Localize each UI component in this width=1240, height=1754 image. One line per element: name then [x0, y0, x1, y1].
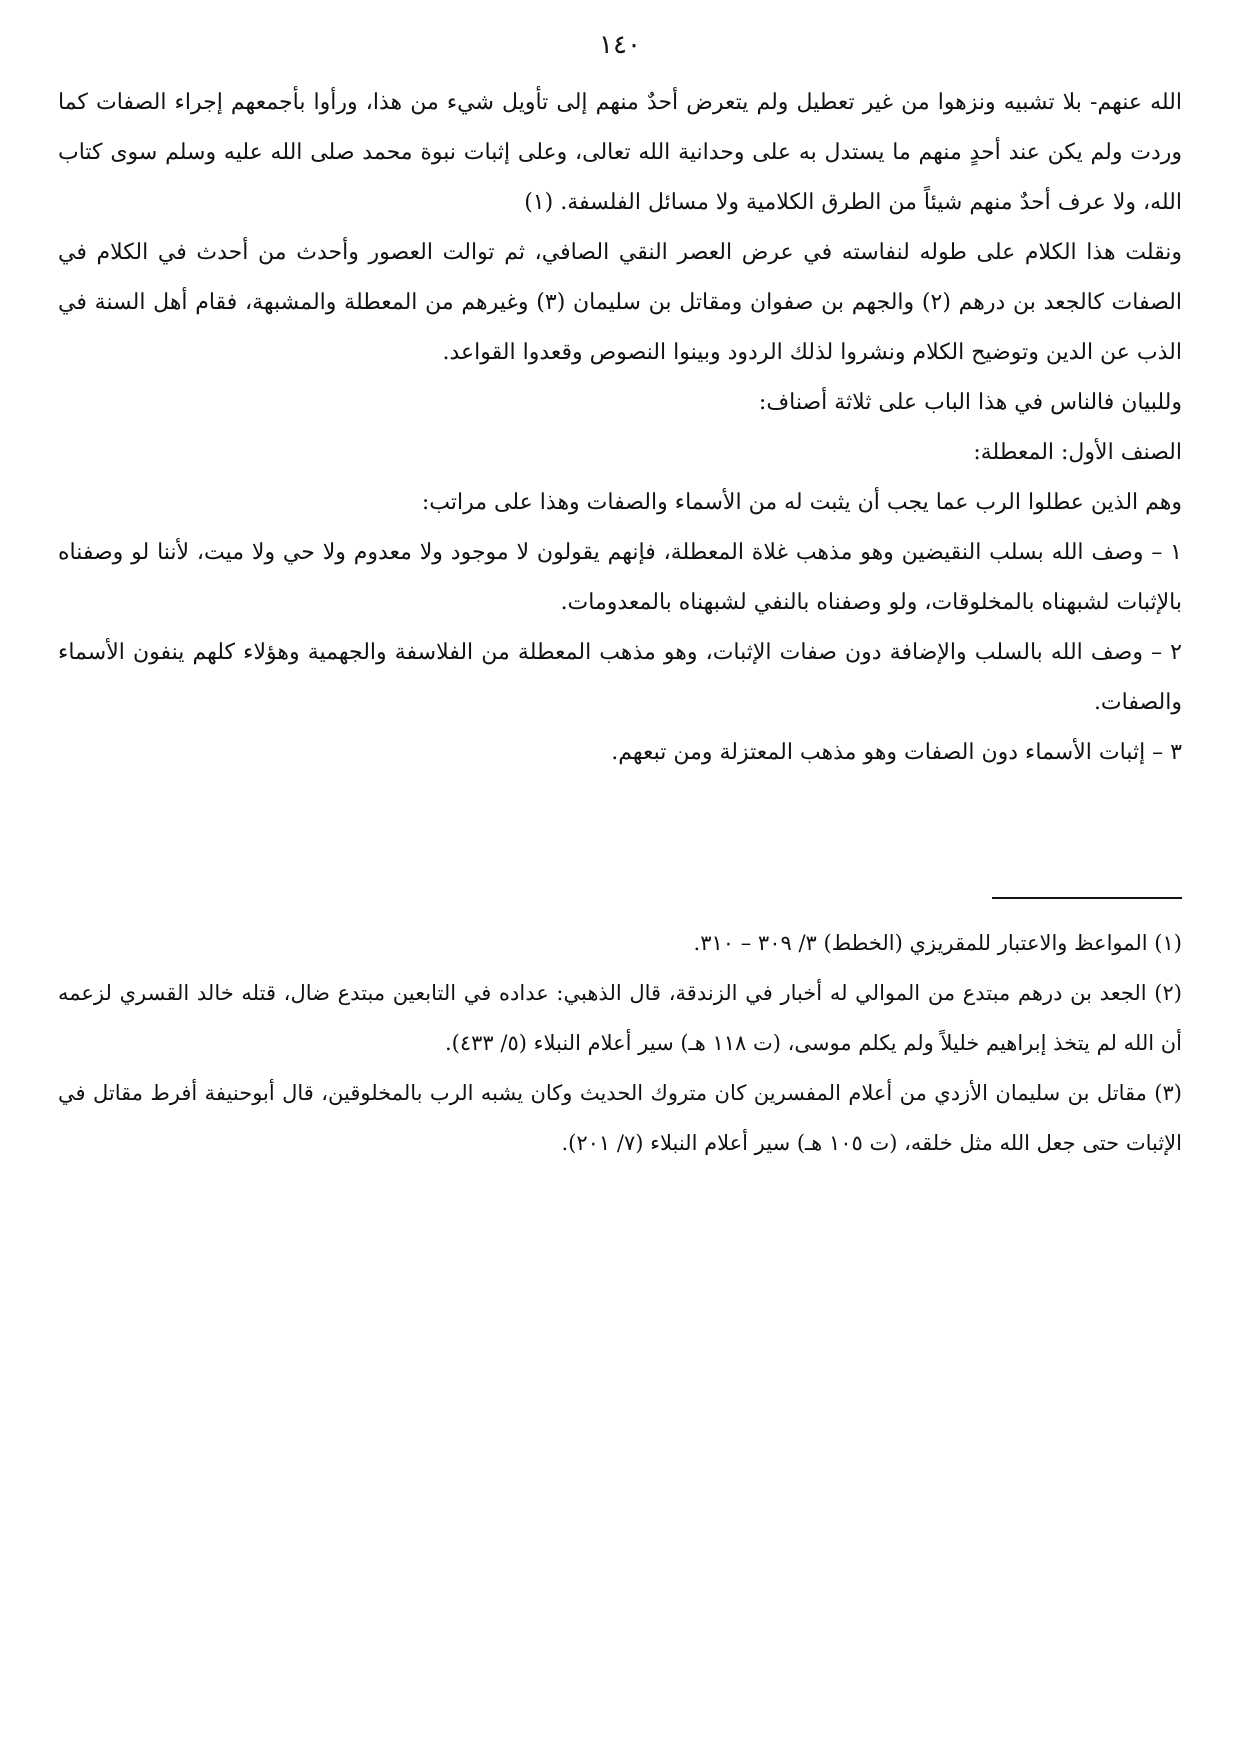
footnotes	[58, 918, 1182, 1168]
section-heading-first-category: الصنف الأول: المعطلة:	[973, 440, 1182, 465]
footnote-2: (٢) الجعد بن درهم مبتدع من الموالي له أخبار في الزندقة، قال الذهبي: عداده في التابعين مبتدع ضال، قتله خالد القسري لزعمه أن الله لم يتخذ إبراهيم خليلاً ولم يكلم موسى، (ت ١١٨ هـ) سير أعلام النبلاء (٥/ ٤٣٣).	[58, 981, 1182, 1055]
paragraph-2: ونقلت هذا الكلام على طوله لنفاسته في عرض العصر النقي الصافي، ثم توالت العصور وأحدث من أحدث في الكلام في الصفات كالجعد بن درهم (٢) والجهم بن صفوان ومقاتل بن سليمان (٣) وغيرهم من المعطلة والمشبهة، فقام أهل السنة في الذب عن الدين وتوضيح الكلام ونشروا لذلك الردود وبينوا النصوص وقعدوا القواعد.	[58, 240, 1182, 365]
main-text	[58, 78, 1182, 778]
paragraph-3: وللبيان فالناس في هذا الباب على ثلاثة أصناف:	[758, 390, 1182, 415]
page-number: ١٤٠	[599, 30, 641, 60]
paragraph-4: وهم الذين عطلوا الرب عما يجب أن يثبت له من الأسماء والصفات وهذا على مراتب:	[421, 490, 1182, 515]
footnote-1: (١) المواعظ والاعتبار للمقريزي (الخطط) ٣/ ٣٠٩ – ٣١٠.	[693, 931, 1182, 955]
list-item-1: ١ – وصف الله بسلب النقيضين وهو مذهب غلاة المعطلة، فإنهم يقولون لا موجود ولا معدوم ولا حي ولا ميت، لأننا لو وصفناه بالإثبات لشبهناه بالمخلوقات، ولو وصفناه بالنفي لشبهناه بالمعدومات.	[58, 540, 1182, 615]
paragraph-1: الله عنهم- بلا تشبيه ونزهوا من غير تعطيل ولم يتعرض أحدٌ منهم إلى تأويل شيء من هذا، ورأوا بأجمعهم إجراء الصفات كما وردت ولم يكن عند أحدٍ منهم ما يستدل به على وحدانية الله تعالى، وعلى إثبات نبوة محمد صلى الله عليه وسلم سوى كتاب الله، ولا عرف أحدٌ منهم شيئاً من الطرق الكلامية ولا مسائل الفلسفة. (١)	[58, 90, 1182, 215]
list-item-3: ٣ – إثبات الأسماء دون الصفات وهو مذهب المعتزلة ومن تبعهم.	[611, 740, 1182, 765]
list-item-2: ٢ – وصف الله بالسلب والإضافة دون صفات الإثبات، وهو مذهب المعطلة من الفلاسفة والجهمية وهؤلاء كلهم ينفون الأسماء والصفات.	[58, 640, 1182, 715]
document-page	[58, 0, 1182, 1754]
footnote-3: (٣) مقاتل بن سليمان الأزدي من أعلام المفسرين كان متروك الحديث وكان يشبه الرب بالمخلوقين، قال أبوحنيفة أفرط مقاتل في الإثبات حتى جعل الله مثل خلقه، (ت ١٠٥ هـ) سير أعلام النبلاء (٧/ ٢٠١).	[58, 1081, 1182, 1155]
footnote-divider	[992, 897, 1182, 899]
